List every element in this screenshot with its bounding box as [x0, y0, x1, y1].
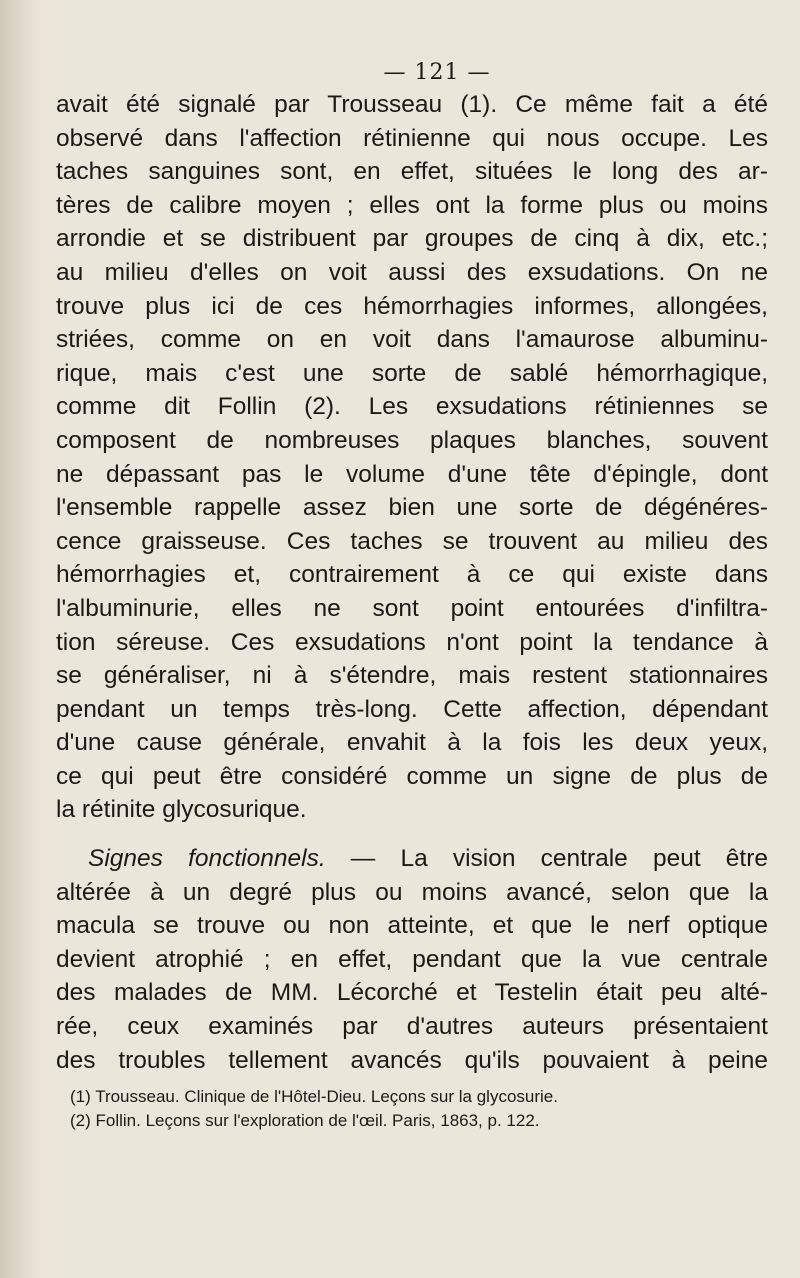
- text-line: ce qui peut être considéré comme un signe de plus de: [56, 762, 768, 790]
- text-line: rée, ceux examinés par d'autres auteurs présentaient: [56, 1013, 768, 1041]
- text-line: au milieu d'elles on voit aussi des exsudations. On ne: [56, 258, 768, 286]
- text-line: tères de calibre moyen ; elles ont la forme plus ou moins: [56, 191, 768, 219]
- text-line: l'albuminurie, elles ne sont point entourées d'infiltra-: [56, 594, 768, 622]
- page-number: — 121 —: [383, 60, 491, 85]
- text-line: des troubles tellement avancés qu'ils pouvaient à peine: [56, 1046, 768, 1074]
- text-line: arrondie et se distribuent par groupes de cinq à dix, etc.;: [56, 225, 768, 253]
- text-line: observé dans l'affection rétinienne qui nous occupe. Les: [56, 124, 768, 152]
- page-edge-shadow: [0, 0, 40, 1278]
- text-line: cence graisseuse. Ces taches se trouvent au milieu des: [56, 527, 768, 555]
- text-line: pendant un temps très-long. Cette affection, dépendant: [56, 695, 768, 723]
- section-heading: Signes fonctionnels.: [88, 845, 326, 873]
- text-line: striées, comme on en voit dans l'amaurose albuminu-: [56, 326, 768, 354]
- footnote: (1) Trousseau. Clinique de l'Hôtel-Dieu. Leçons sur la glycosurie.: [70, 1087, 558, 1107]
- text-line: composent de nombreuses plaques blanches, souvent: [56, 426, 768, 454]
- footnotes: [56, 1085, 768, 1133]
- paragraph-1: [56, 88, 768, 827]
- text-line: comme dit Follin (2). Les exsudations rétiniennes se: [56, 393, 768, 421]
- text-line: taches sanguines sont, en effet, situées le long des ar-: [56, 158, 768, 186]
- text-line: d'une cause générale, envahit à la fois les deux yeux,: [56, 729, 768, 757]
- text-line: trouve plus ici de ces hémorrhagies informes, allongées,: [56, 292, 768, 320]
- paragraph-gap: [56, 827, 768, 842]
- heading-continuation: — La vision centrale peut être: [325, 845, 769, 873]
- text-line: altérée à un degré plus ou moins avancé, selon que la: [56, 878, 768, 906]
- paragraph-2: [56, 842, 768, 1077]
- text-line: tion séreuse. Ces exsudations n'ont point la tendance à: [56, 628, 768, 656]
- footnote: (2) Follin. Leçons sur l'exploration de l'œil. Paris, 1863, p. 122.: [70, 1111, 540, 1131]
- text-line: des malades de MM. Lécorché et Testelin était peu alté-: [56, 979, 768, 1007]
- text-line: devient atrophié ; en effet, pendant que la vue centrale: [56, 945, 768, 973]
- text-line: [56, 842, 768, 876]
- book-page: [56, 58, 768, 1258]
- text-line: avait été signalé par Trousseau (1). Ce même fait a été: [56, 91, 768, 118]
- text-line: se généraliser, ni à s'étendre, mais restent stationnaires: [56, 662, 768, 690]
- text-line: l'ensemble rappelle assez bien une sorte de dégénéres-: [56, 494, 768, 522]
- text-line: hémorrhagies et, contrairement à ce qui existe dans: [56, 561, 768, 589]
- text-line: la rétinite glycosurique.: [56, 796, 307, 824]
- text-line: macula se trouve ou non atteinte, et que le nerf optique: [56, 912, 768, 940]
- text-line: ne dépassant pas le volume d'une tête d'épingle, dont: [56, 460, 768, 488]
- text-line: rique, mais c'est une sorte de sablé hémorrhagique,: [56, 359, 768, 387]
